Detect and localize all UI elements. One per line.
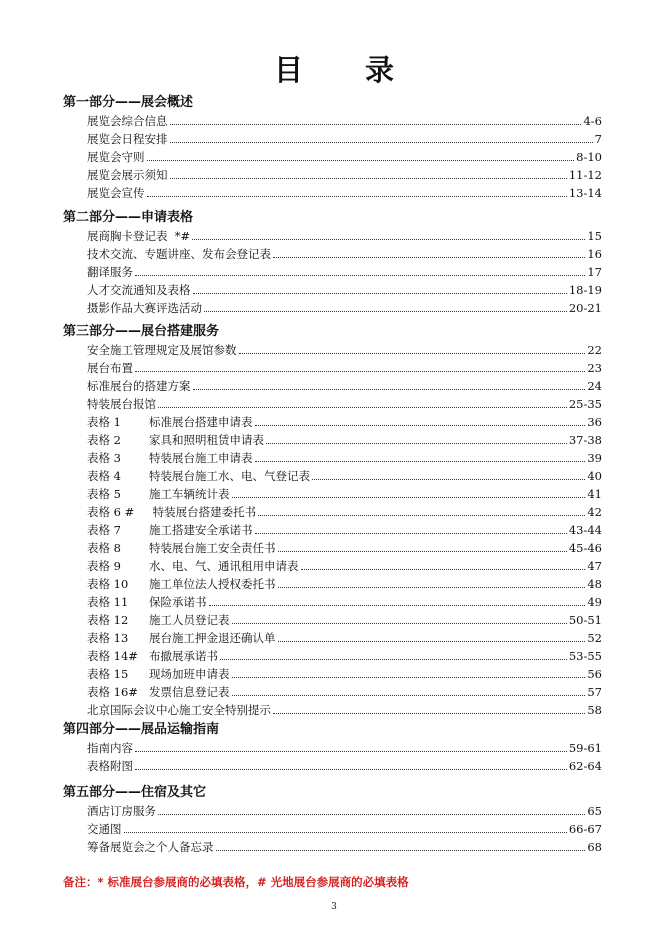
toc-entry[interactable] bbox=[87, 557, 602, 573]
toc-entry-title: 展览会综合信息 bbox=[87, 114, 168, 128]
toc-entry[interactable] bbox=[87, 503, 602, 519]
page-number: 3 bbox=[331, 902, 337, 912]
toc-entry-title: 展览会展示须知 bbox=[87, 168, 168, 182]
dot-leader bbox=[193, 292, 567, 294]
dot-leader bbox=[135, 768, 567, 770]
toc-entry-title: 施工搭建安全承诺书 bbox=[149, 523, 253, 537]
dot-leader bbox=[278, 640, 586, 642]
dot-leader bbox=[147, 159, 575, 161]
dot-leader bbox=[124, 831, 567, 833]
dot-leader bbox=[273, 712, 585, 714]
dot-leader bbox=[239, 352, 586, 354]
toc-entry-title: 翻译服务 bbox=[87, 265, 133, 279]
toc-entry-page: 22 bbox=[587, 343, 602, 357]
toc-entry-title: 施工人员登记表 bbox=[149, 613, 230, 627]
toc-entry[interactable] bbox=[87, 245, 602, 261]
toc-entry-page: 13-14 bbox=[568, 186, 602, 200]
section-heading: 第四部分——展品运输指南 bbox=[63, 722, 220, 737]
toc-entry-page: 40 bbox=[587, 469, 602, 483]
dot-leader bbox=[193, 388, 586, 390]
form-number: 表格 5 bbox=[87, 487, 121, 501]
toc-entry-title: 标准展台搭建申请表 bbox=[149, 415, 253, 429]
toc-entry-title: 展商胸卡登记表 *# bbox=[87, 229, 191, 243]
toc-entry-title: 家具和照明租赁申请表 bbox=[149, 433, 264, 447]
page-title: 目 录 bbox=[273, 53, 421, 87]
toc-entry[interactable] bbox=[87, 802, 602, 818]
form-number: 表格 16# bbox=[87, 685, 138, 699]
dot-leader bbox=[273, 256, 585, 258]
dot-leader bbox=[216, 849, 586, 851]
toc-entry-title: 展览会宣传 bbox=[87, 186, 145, 200]
form-number: 表格 11 bbox=[87, 595, 129, 609]
toc-entry[interactable] bbox=[87, 299, 602, 315]
toc-entry[interactable] bbox=[87, 166, 602, 182]
section-heading: 第二部分——申请表格 bbox=[63, 210, 194, 225]
toc-entry-page: 50-51 bbox=[568, 613, 602, 627]
toc-entry-title: 布撤展承诺书 bbox=[149, 649, 218, 663]
dot-leader bbox=[266, 442, 567, 444]
dot-leader bbox=[232, 676, 586, 678]
toc-entry-page: 45-46 bbox=[568, 541, 602, 555]
toc-entry-page: 15 bbox=[587, 229, 602, 243]
toc-entry-page: 53-55 bbox=[568, 649, 602, 663]
toc-entry-title: 特装展台施工水、电、气登记表 bbox=[149, 469, 310, 483]
toc-entry-page: 47 bbox=[587, 559, 602, 573]
dot-leader bbox=[170, 141, 593, 143]
toc-entry[interactable] bbox=[87, 413, 602, 429]
toc-entry[interactable] bbox=[87, 593, 602, 609]
toc-entry-page: 37-38 bbox=[568, 433, 602, 447]
toc-entry-title: 安全施工管理规定及展馆参数 bbox=[87, 343, 237, 357]
section-heading: 第一部分——展会概述 bbox=[63, 95, 194, 110]
toc-entry-page: 4-6 bbox=[583, 114, 602, 128]
toc-entry-page: 48 bbox=[587, 577, 602, 591]
toc-entry-page: 17 bbox=[587, 265, 602, 279]
toc-entry-page: 18-19 bbox=[568, 283, 602, 297]
dot-leader bbox=[301, 568, 586, 570]
toc-entry[interactable] bbox=[87, 665, 602, 681]
dot-leader bbox=[135, 750, 567, 752]
toc-entry-page: 49 bbox=[587, 595, 602, 609]
dot-leader bbox=[135, 370, 585, 372]
toc-entry[interactable] bbox=[87, 263, 602, 279]
toc-entry-page: 58 bbox=[587, 703, 602, 717]
toc-entry-page: 23 bbox=[587, 361, 602, 375]
toc-entry-title: 表格附图 bbox=[87, 759, 133, 773]
form-number: 表格 8 bbox=[87, 541, 121, 555]
toc-entry-page: 62-64 bbox=[568, 759, 602, 773]
toc-entry[interactable] bbox=[87, 395, 602, 411]
dot-leader bbox=[232, 496, 586, 498]
toc-entry-title: 现场加班申请表 bbox=[149, 667, 230, 681]
toc-entry[interactable] bbox=[87, 281, 602, 297]
toc-entry[interactable] bbox=[87, 701, 602, 717]
toc-entry[interactable] bbox=[87, 377, 602, 393]
toc-entry-title: 保险承诺书 bbox=[149, 595, 207, 609]
toc-entry-page: 8-10 bbox=[576, 150, 602, 164]
dot-leader bbox=[147, 195, 567, 197]
toc-entry-title: 交通图 bbox=[87, 822, 122, 836]
toc-entry-title: 水、电、气、通讯租用申请表 bbox=[149, 559, 299, 573]
dot-leader bbox=[170, 123, 582, 125]
toc-entry-title: 展览会守则 bbox=[87, 150, 145, 164]
toc-entry-page: 25-35 bbox=[568, 397, 602, 411]
toc-entry-title: 特装展台施工申请表 bbox=[149, 451, 253, 465]
dot-leader bbox=[278, 586, 586, 588]
toc-entry-page: 52 bbox=[587, 631, 602, 645]
toc-entry[interactable] bbox=[87, 184, 602, 200]
dot-leader bbox=[170, 177, 567, 179]
toc-entry[interactable] bbox=[87, 485, 602, 501]
toc-entry-title: 特装展台搭建委托书 bbox=[149, 505, 257, 519]
dot-leader bbox=[192, 238, 585, 240]
toc-entry-title: 摄影作品大赛评选活动 bbox=[87, 301, 202, 315]
toc-entry[interactable] bbox=[87, 431, 602, 447]
form-number: 表格 10 bbox=[87, 577, 129, 591]
toc-entry[interactable] bbox=[87, 467, 602, 483]
form-number: 表格 12 bbox=[87, 613, 129, 627]
toc-entry-page: 66-67 bbox=[568, 822, 602, 836]
toc-entry-title: 展台布置 bbox=[87, 361, 133, 375]
toc-entry-title: 指南内容 bbox=[87, 741, 133, 755]
form-number: 表格 4 bbox=[87, 469, 121, 483]
dot-leader bbox=[204, 310, 567, 312]
toc-entry[interactable] bbox=[87, 757, 602, 773]
toc-entry-title: 酒店订房服务 bbox=[87, 804, 156, 818]
toc-entry-title: 特装展台报馆 bbox=[87, 397, 156, 411]
toc-entry[interactable] bbox=[87, 227, 602, 243]
dot-leader bbox=[135, 274, 585, 276]
toc-entry-title: 技术交流、专题讲座、发布会登记表 bbox=[87, 247, 271, 261]
form-number: 表格 9 bbox=[87, 559, 121, 573]
form-number: 表格 1 bbox=[87, 415, 121, 429]
toc-entry[interactable] bbox=[87, 359, 602, 375]
toc-entry-title: 展台施工押金退还确认单 bbox=[149, 631, 276, 645]
dot-leader bbox=[158, 813, 585, 815]
toc-entry-title: 人才交流通知及表格 bbox=[87, 283, 191, 297]
toc-entry-page: 41 bbox=[587, 487, 602, 501]
toc-entry[interactable] bbox=[87, 838, 602, 854]
dot-leader bbox=[209, 604, 586, 606]
toc-entry[interactable] bbox=[87, 539, 602, 555]
toc-entry[interactable] bbox=[87, 148, 602, 164]
toc-entry-title: 施工车辆统计表 bbox=[149, 487, 230, 501]
form-number: 表格 2 bbox=[87, 433, 121, 447]
toc-entry[interactable] bbox=[87, 449, 602, 465]
toc-entry[interactable] bbox=[87, 521, 602, 537]
dot-leader bbox=[220, 658, 567, 660]
toc-entry-page: 16 bbox=[587, 247, 602, 261]
dot-leader bbox=[255, 532, 567, 534]
dot-leader bbox=[258, 514, 585, 516]
toc-entry[interactable] bbox=[87, 575, 602, 591]
dot-leader bbox=[255, 460, 586, 462]
toc-entry-title: 北京国际会议中心施工安全特别提示 bbox=[87, 703, 271, 717]
toc-entry-title: 发票信息登记表 bbox=[149, 685, 230, 699]
dot-leader bbox=[232, 622, 567, 624]
dot-leader bbox=[158, 406, 567, 408]
toc-entry-page: 39 bbox=[587, 451, 602, 465]
toc-entry[interactable] bbox=[87, 341, 602, 357]
form-number: 表格 3 bbox=[87, 451, 121, 465]
toc-entry-page: 20-21 bbox=[568, 301, 602, 315]
toc-entry-title: 施工单位法人授权委托书 bbox=[149, 577, 276, 591]
toc-entry[interactable] bbox=[87, 112, 602, 128]
toc-entry-page: 56 bbox=[587, 667, 602, 681]
toc-entry[interactable] bbox=[87, 130, 602, 146]
section-heading: 第五部分——住宿及其它 bbox=[63, 785, 207, 800]
dot-leader bbox=[278, 550, 567, 552]
form-number: 表格 6 # bbox=[87, 505, 135, 519]
toc-entry[interactable] bbox=[87, 629, 602, 645]
form-number: 表格 13 bbox=[87, 631, 129, 645]
toc-entry-page: 24 bbox=[587, 379, 602, 393]
toc-entry-page: 42 bbox=[587, 505, 602, 519]
toc-entry[interactable] bbox=[87, 647, 602, 663]
toc-entry-page: 68 bbox=[587, 840, 602, 854]
toc-entry-page: 43-44 bbox=[568, 523, 602, 537]
toc-entry-page: 65 bbox=[587, 804, 602, 818]
toc-entry-page: 11-12 bbox=[568, 168, 602, 182]
toc-entry[interactable] bbox=[87, 611, 602, 627]
toc-entry-page: 57 bbox=[587, 685, 602, 699]
toc-entry-page: 7 bbox=[594, 132, 602, 146]
toc-entry-title: 筹备展览会之个人备忘录 bbox=[87, 840, 214, 854]
dot-leader bbox=[255, 424, 586, 426]
toc-entry-title: 特装展台施工安全责任书 bbox=[149, 541, 276, 555]
form-number: 表格 14# bbox=[87, 649, 138, 663]
dot-leader bbox=[312, 478, 585, 480]
toc-entry-title: 标准展台的搭建方案 bbox=[87, 379, 191, 393]
section-heading: 第三部分——展台搭建服务 bbox=[63, 324, 220, 339]
form-number: 表格 7 bbox=[87, 523, 121, 537]
toc-entry[interactable] bbox=[87, 820, 602, 836]
toc-entry[interactable] bbox=[87, 683, 602, 699]
toc-entry-page: 36 bbox=[587, 415, 602, 429]
toc-entry-title: 展览会日程安排 bbox=[87, 132, 168, 146]
footnote: 备注：* 标准展台参展商的必填表格，# 光地展台参展商的必填表格 bbox=[63, 875, 409, 889]
dot-leader bbox=[232, 694, 586, 696]
toc-entry-page: 59-61 bbox=[568, 741, 602, 755]
toc-entry[interactable] bbox=[87, 739, 602, 755]
form-number: 表格 15 bbox=[87, 667, 129, 681]
